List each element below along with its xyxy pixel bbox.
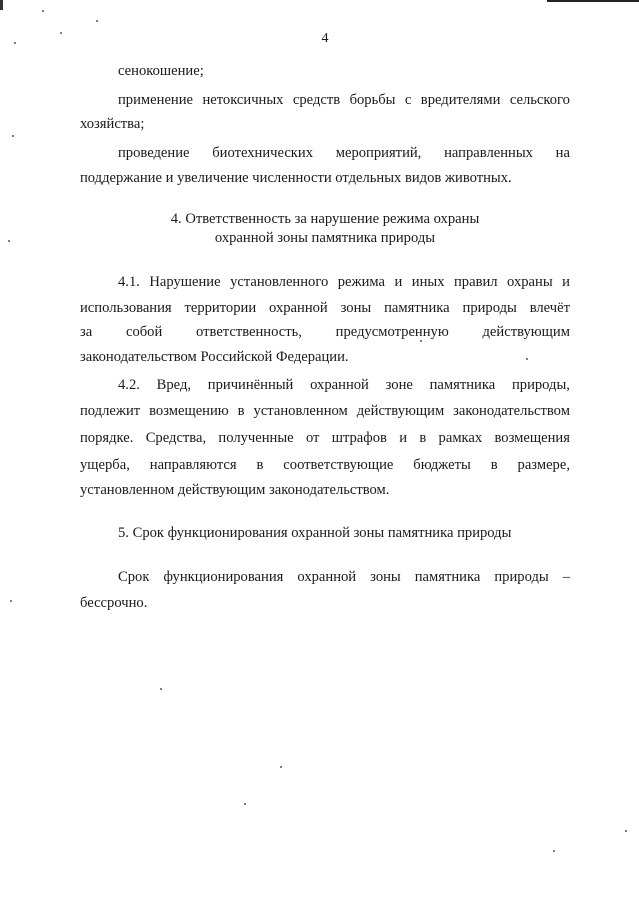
list-item-biotech-line2: поддержание и увеличение численности отдельных видов животных. — [80, 170, 512, 186]
word: влечёт — [529, 300, 570, 316]
word: соответствующие — [283, 457, 394, 473]
section-5-heading: 5. Срок функционирования охранной зоны памятника природы — [118, 525, 512, 541]
word: установленного — [230, 274, 329, 290]
word: в — [490, 457, 498, 473]
word: возмещению — [149, 403, 229, 419]
word: установленном — [253, 403, 348, 419]
word: подлежит — [80, 403, 141, 419]
word: ущерба, — [80, 457, 130, 473]
word: и — [394, 274, 403, 290]
word: рамках — [438, 430, 483, 446]
list-item-biotech-line1 — [118, 144, 570, 162]
word: размере, — [517, 457, 570, 473]
word: и — [562, 274, 570, 290]
word: режима — [337, 274, 386, 290]
word: территории — [184, 300, 257, 316]
section-4-heading-line2: охранной зоны памятника природы — [214, 230, 436, 246]
section-4-heading-line1: 4. Ответственность за нарушение режима охраны — [170, 211, 480, 227]
word: порядке. — [80, 430, 134, 446]
word: штрафов — [331, 430, 387, 446]
word: бюджеты — [413, 457, 471, 473]
word: памятника — [414, 569, 481, 585]
section-5-paragraph-line2: бессрочно. — [80, 595, 148, 611]
word: Средства, — [145, 430, 207, 446]
scan-speck — [160, 688, 162, 690]
scan-speck — [12, 135, 14, 137]
word: использования — [80, 300, 172, 316]
word: мероприятий, — [335, 145, 422, 161]
word: средств — [292, 92, 341, 108]
word: за — [80, 324, 93, 340]
scan-speck — [244, 803, 246, 805]
paragraph-4-2-line1 — [118, 376, 570, 394]
word: Срок — [118, 569, 150, 585]
word: природы — [494, 569, 549, 585]
word: Вред, — [156, 377, 192, 393]
word: проведение — [118, 145, 190, 161]
word: полученные — [218, 430, 294, 446]
word: направляются — [149, 457, 237, 473]
word: функционирования — [163, 569, 284, 585]
paragraph-4-2-line3 — [80, 429, 570, 447]
word: охранной — [297, 569, 357, 585]
list-item-pest-control-line2: хозяйства; — [80, 116, 145, 132]
section-5-paragraph-line1 — [118, 568, 570, 586]
word: правил — [453, 274, 498, 290]
scan-speck — [553, 850, 555, 852]
word: иных — [411, 274, 445, 290]
word: в — [237, 403, 245, 419]
scan-speck — [526, 358, 528, 360]
word: действующим — [482, 324, 570, 340]
word: действующим — [356, 403, 445, 419]
word: борьбы — [349, 92, 396, 108]
word: охраны — [507, 274, 553, 290]
word: предусмотренную — [335, 324, 449, 340]
word: биотехнических — [212, 145, 314, 161]
scan-edge-mark — [0, 0, 3, 10]
word: зоны — [340, 300, 372, 316]
scan-speck — [280, 766, 282, 768]
word: охранной — [269, 300, 328, 316]
paragraph-4-2-line5: установленном действующим законодательством. — [80, 482, 390, 498]
scan-speck — [42, 10, 44, 12]
word: сельского — [509, 92, 570, 108]
word: памятника — [429, 377, 496, 393]
word: ответственность, — [196, 324, 302, 340]
word: на — [555, 145, 570, 161]
word: возмещения — [494, 430, 570, 446]
word: собой — [125, 324, 163, 340]
word: природы, — [511, 377, 570, 393]
word: охранной — [310, 377, 369, 393]
scan-speck — [60, 32, 62, 34]
paragraph-4-1-line4: законодательством Российской Федерации. — [80, 349, 349, 365]
list-item-haymaking: сенокошение; — [118, 63, 204, 79]
word: вредителями — [420, 92, 501, 108]
word: от — [305, 430, 320, 446]
word: памятника — [384, 300, 450, 316]
word: нетоксичных — [202, 92, 284, 108]
word: и — [399, 430, 408, 446]
scan-speck — [14, 42, 16, 44]
scan-speck — [10, 600, 12, 602]
paragraph-4-1-line3 — [80, 323, 570, 341]
word: в — [419, 430, 427, 446]
word: – — [562, 569, 570, 585]
word: 4.1. — [118, 274, 140, 290]
scan-speck — [420, 340, 422, 342]
word: законодательством — [453, 403, 570, 419]
word: причинённый — [207, 377, 294, 393]
paragraph-4-2-line4 — [80, 456, 570, 474]
scan-speck — [96, 20, 98, 22]
word: в — [256, 457, 264, 473]
paragraph-4-1-line1 — [118, 273, 570, 291]
word: зоны — [370, 569, 401, 585]
scan-speck — [625, 830, 627, 832]
word: направленных — [444, 145, 533, 161]
paragraph-4-2-line2 — [80, 402, 570, 420]
scan-speck — [8, 240, 10, 242]
page-number: 4 — [321, 31, 329, 46]
word: применение — [118, 92, 194, 108]
scan-corner-line — [547, 0, 639, 2]
word: зоне — [385, 377, 413, 393]
word: природы — [462, 300, 517, 316]
paragraph-4-1-line2 — [80, 299, 570, 317]
word: с — [404, 92, 412, 108]
word: 4.2. — [118, 377, 140, 393]
word: Нарушение — [149, 274, 221, 290]
list-item-pest-control-line1 — [118, 91, 570, 109]
